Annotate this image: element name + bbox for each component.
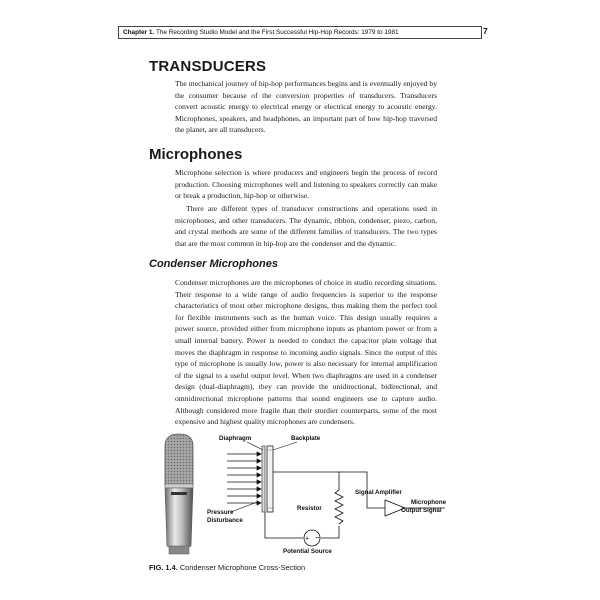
label-resistor: Resistor bbox=[297, 505, 322, 512]
chapter-label: Chapter 1. bbox=[123, 29, 155, 36]
label-diaphragm: Diaphragm bbox=[219, 435, 252, 442]
figure-caption-text: Condenser Microphone Cross-Section bbox=[179, 563, 306, 572]
backplate bbox=[267, 446, 273, 512]
microphone-illustration bbox=[165, 434, 193, 554]
condenser-diagram bbox=[149, 428, 469, 560]
label-backplate: Backplate bbox=[291, 435, 321, 442]
chapter-title: The Recording Studio Model and the First Successful Hip-Hop Records: 1979 to 1981 bbox=[155, 29, 399, 36]
label-pressure: Pressure bbox=[207, 509, 234, 516]
paragraph-microphones-2: There are different types of transducer constructions and operations used in microphones, and other transducers. The dynamic, ribbon, condenser, piezo, carbon, and crystal methods are some of the different families of transducers. The two types that are the most common in hip-hop are the condenser and the dynamic. bbox=[175, 204, 437, 248]
paragraph-condenser: Condenser microphones are the microphones of choice in studio recording situations. Their response to a wide range of audio frequencies is superior to the response characteristics of most other microphone designs, thus making them the perfect tool for flexible instruments such as the human voice. This design usually requires a power source, provided either from microphone inputs as phantom power or from a small internal battery. Power is needed to conduct the capacitor plate voltage that moves the diaphragm in response to incoming audio signals. Since the output of this type of microphone is usually low, power is also necessary for internal amplification of the signal to a useful output level. When two diaphragms are used in a condenser design (dual-diaphragm), they can provide the unidirectional, bidirectional, and omnidirectional microphone patterns that sound engineers use to capture audio. Although considered more fragile than their sturdier counterparts, some of the most expensive and highest quality microphones are condensers. bbox=[175, 278, 437, 427]
page-number: 7 bbox=[483, 26, 488, 36]
figure-caption bbox=[149, 563, 305, 572]
heading-microphones: Microphones bbox=[149, 146, 243, 163]
label-microphone: Microphone bbox=[411, 499, 447, 506]
label-output-signal: Output Signal bbox=[401, 507, 442, 514]
figure-number: FIG. 1.4. bbox=[149, 563, 178, 572]
diaphragm bbox=[262, 446, 265, 512]
label-disturbance: Disturbance bbox=[207, 517, 243, 524]
paragraph-transducers: The mechanical journey of hip-hop performances begins and is eventually enjoyed by the consumer because of the conversion properties of transducers. Transducers convert acoustic energy to electrical energy or electrical energy to acoustic energy. Microphones, speakers, and headphones, an important part of how hip-hop traversed the planet, are all transducers. bbox=[175, 79, 437, 135]
label-potential-source: Potential Source bbox=[283, 548, 332, 555]
running-header bbox=[118, 26, 482, 39]
svg-text:−: − bbox=[315, 533, 320, 542]
resistor-symbol bbox=[335, 490, 343, 524]
svg-text:+: + bbox=[305, 535, 310, 543]
heading-transducers: TRANSDUCERS bbox=[149, 58, 267, 75]
paragraph-microphones-1: Microphone selection is where producers and engineers begin the process of record production. Choosing microphones well and listening to speakers correctly can make or break a production, hip-hop or otherwise. bbox=[175, 168, 437, 201]
figure-condenser-cross-section bbox=[149, 428, 469, 560]
label-signal-amplifier: Signal Amplifier bbox=[355, 489, 402, 496]
pressure-arrows bbox=[227, 452, 261, 505]
heading-condenser-microphones: Condenser Microphones bbox=[149, 258, 278, 270]
